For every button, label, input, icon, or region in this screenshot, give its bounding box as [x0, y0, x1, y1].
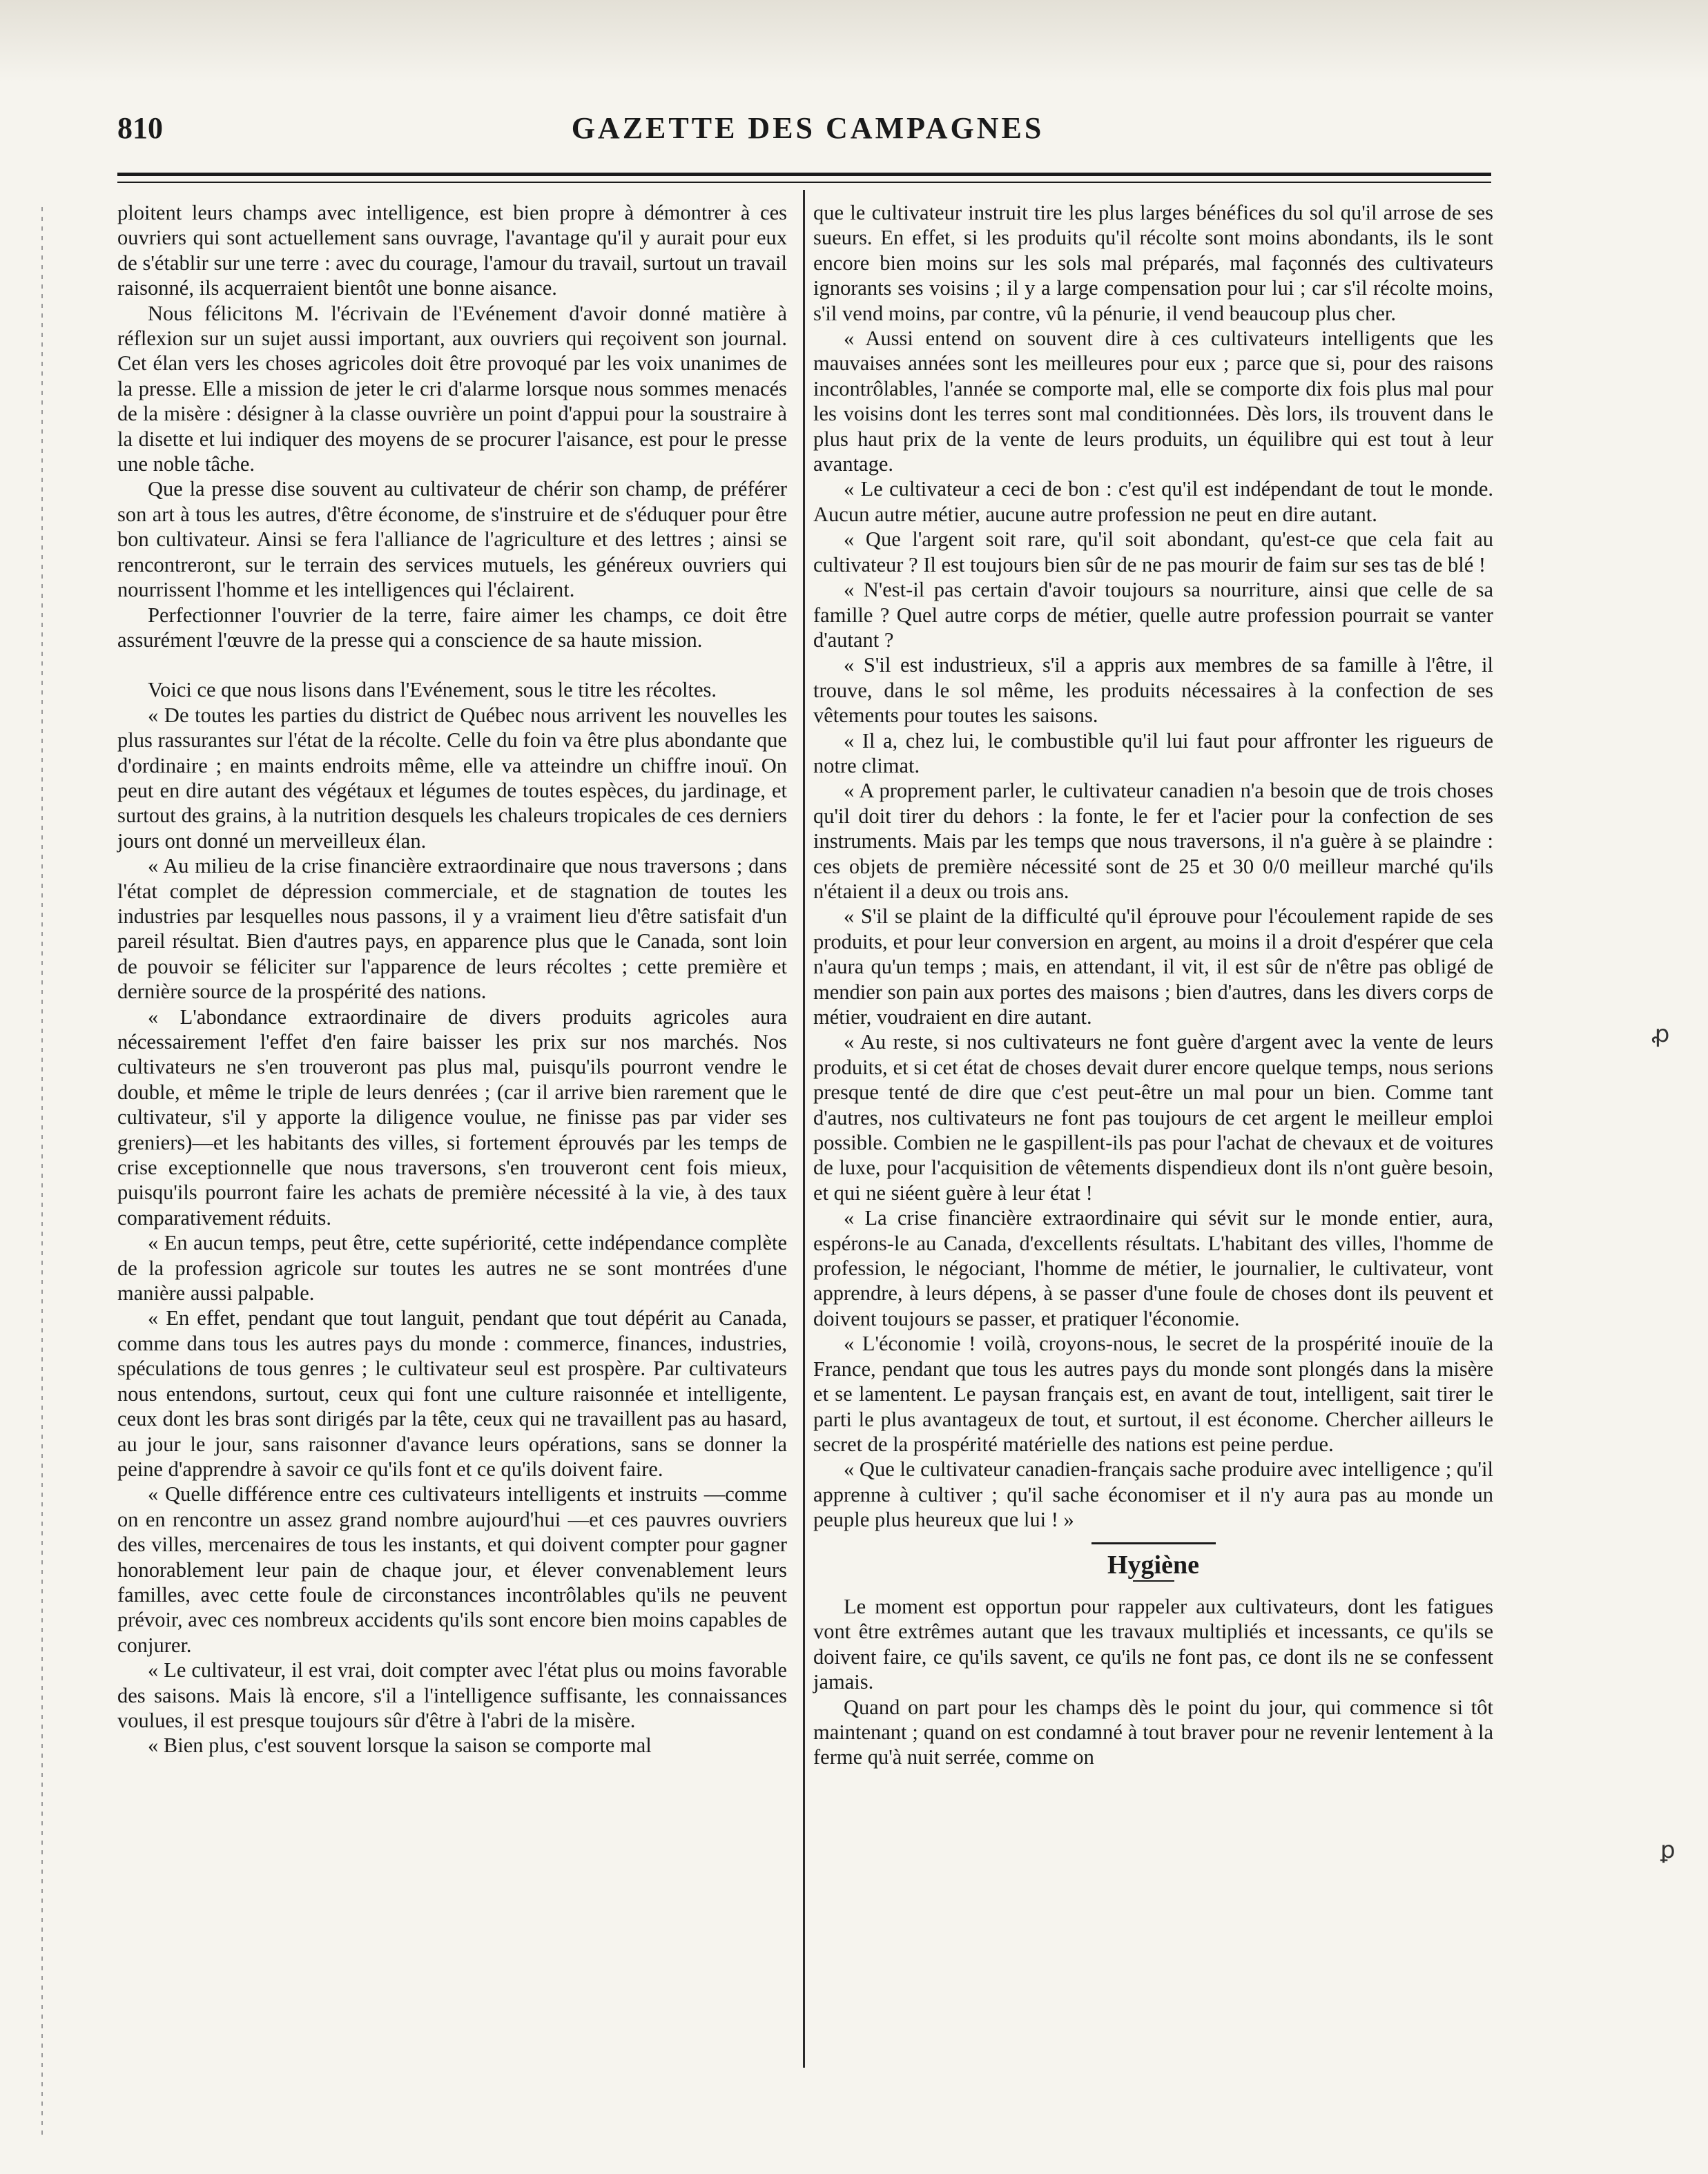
heading-underline: [1133, 1580, 1174, 1582]
quoted-paragraph: « A proprement parler, le cultivateur canadien n'a besoin que de trois choses qu'il doit tirer du dehors : la fonte, le fer et l'acier pour la confection de ses instruments. Mais par les temps que nous traversons, il n'a guère à se plaindre : ces objets de première nécessité sont de 25 et 30 0/0 meilleur marché qu'ils n'étaient il a deux ou trois ans.: [813, 779, 1493, 903]
quoted-paragraph: « S'il est industrieux, s'il a appris aux membres de sa famille à l'être, il trouve, dans le sol même, les produits nécessaires à la confection de ses vêtements pour toutes les saisons.: [813, 653, 1493, 728]
page-number: 810: [117, 111, 163, 145]
masthead: GAZETTE DES CAMPAGNES: [571, 111, 1045, 145]
article-paragraph: ploitent leurs champs avec intelligence, est bien propre à démontrer à ces ouvriers qui sont actuellement sans ouvrage, l'avantage qu'il y aurait pour eux de s'établir sur une terre : avec du courage, l'amour du travail, surtout un travail raisonné, ils acquerraient bientôt une bonne aisance.: [117, 201, 787, 300]
quoted-paragraph: que le cultivateur instruit tire les plus larges bénéfices du sol qu'il arrose de ses sueurs. En effet, si les produits qu'il récolte sont moins abondants, ils le sont encore bien moins sur les sols mal préparés, mal façonnés des cultivateurs ignorants ses voisins ; il y a large compensation pour lui ; car s'il récolte moins, s'il vend moins, par contre, vû la pénurie, il vend beaucoup plus cher.: [813, 201, 1493, 325]
left-column: [117, 200, 787, 1758]
quoted-paragraph: « Au reste, si nos cultivateurs ne font guère d'argent avec la vente de leurs produits, et si cet état de choses devait durer encore quelque temps, nous serions presque tenté de dire que c'est peut-être un mal pour un bien. Comme tant d'autres, nos cultivateurs ne font pas toujours de cet argent le meilleur emploi possible. Combien ne le gaspillent-ils pas pour l'achat de chevaux et de voitures de luxe, pour l'acquisition de vêtements dispendieux dont ils n'ont guère besoin, et qui ne siéent guère à leur état !: [813, 1030, 1493, 1205]
header-rule: [117, 173, 1491, 183]
section-heading-hygiene: Hygiène: [1107, 1550, 1199, 1580]
quoted-paragraph: « L'abondance extraordinaire de divers produits agricoles aura nécessairement l'effet d'en faire baisser les prix sur nos marchés. Nos cultivateurs ne s'en trouveront pas plus mal, puisqu'ils pourront vendre le double, et même le triple de leurs denrées ; (car il arrive bien rarement que le cultivateur, s'il y apporte la diligence voulue, ne finisse pas par vider ses greniers)—et les habitants des villes, si fortement éprouvés par les temps de crise exceptionnelle que nous traversons, s'en trouveront cent fois mieux, puisqu'ils pourront faire les achats de première nécessité à la vie, à des taux comparativement réduits.: [117, 1004, 787, 1230]
quoted-paragraph: « S'il se plaint de la difficulté qu'il éprouve pour l'écoulement rapide de ses produits, et pour leur conversion en argent, au moins il a droit d'espérer que cela n'aura qu'un temps ; mais, en attendant, il vit, il est sûr de n'être pas obligé de mendier son pain aux portes des maisons ; bien d'autres, dans les divers corps de métier, voudraient en dire autant.: [813, 904, 1493, 1029]
quoted-paragraph: « Que l'argent soit rare, qu'il soit abondant, qu'est-ce que cela fait au cultivateur ? Il est toujours bien sûr de ne pas mourir de faim sur ses tas de blé !: [813, 527, 1493, 576]
hygiene-paragraph: Le moment est opportun pour rappeler aux cultivateurs, dont les fatigues vont être extrêmes autant que les travaux multipliés et incessants, ce qu'ils se doivent faire, ce qu'ils savent, ce qu'ils ne font pas, ce dont ils ne se confessent jamais.: [813, 1594, 1493, 1694]
quoted-paragraph: « En aucun temps, peut être, cette supériorité, cette indépendance complète de la profession agricole sur toutes les autres ne se sont montrées d'une manière aussi palpable.: [117, 1231, 787, 1306]
quoted-paragraph: « Que le cultivateur canadien-français sache produire avec intelligence ; qu'il apprenne à cultiver ; qu'il sache économiser et il n'y aura pas au monde un peuple plus heureux que lui ! »: [813, 1457, 1493, 1532]
scan-edge: [0, 0, 1708, 83]
article-paragraph: Voici ce que nous lisons dans l'Evénement, sous le titre les récoltes.: [148, 678, 717, 702]
column-divider: [803, 190, 805, 2068]
margin-mark: ꝑ: [1660, 1838, 1676, 1863]
right-column: [813, 200, 1493, 1770]
quoted-paragraph: « N'est-il pas certain d'avoir toujours sa nourriture, ainsi que celle de sa famille ? Quel autre corps de métier, quelle autre profession pourrait se vanter d'autant ?: [813, 578, 1493, 652]
quoted-paragraph: « De toutes les parties du district de Québec nous arrivent les nouvelles les plus rassurantes sur l'état de la récolte. Celle du foin va être plus abondante que d'ordinaire ; en maints endroits même, elle va atteindre un chiffre inouï. On peut en dire autant des végétaux et légumes de toutes espèces, du jardinage, et surtout des grains, à la nutrition desquels les chaleurs tropicales de ces derniers jours ont donné un merveilleux élan.: [117, 703, 787, 853]
article-paragraph: Nous félicitons M. l'écrivain de l'Evénement d'avoir donné matière à réflexion sur un sujet aussi important, aux ouvriers qui reçoivent son journal. Cet élan vers les choses agricoles doit être provoqué par les voix unanimes de la presse. Elle a mission de jeter le cri d'alarme lorsque nous sommes menacés de la misère : désigner à la classe ouvrière un point d'appui pour la soustraire à la disette et lui indiquer des moyens de se procurer l'aisance, est pour le presse une noble tâche.: [117, 301, 787, 476]
hygiene-paragraph: Quand on part pour les champs dès le point du jour, qui commence si tôt maintenant ; quand on est condamné à tout braver pour ne revenir lentement à la ferme qu'à nuit serrée, comme on: [813, 1695, 1493, 1769]
quoted-paragraph: « Aussi entend on souvent dire à ces cultivateurs intelligents que les mauvaises années sont les meilleures pour eux ; parce que si, pour des raisons incontrôlables, l'année se comporte mal, elle se comporte dix fois plus mal pour les voisins dont les terres sont mal conditionnées. Dès lors, ils trouvent dans le plus haut prix de la vente de leurs produits, un équilibre qui est tout à leur avantage.: [813, 327, 1493, 476]
article-paragraph: Que la presse dise souvent au cultivateur de chérir son champ, de préférer son art à tous les autres, d'être économe, de s'instruire et de s'éduquer pour être bon cultivateur. Ainsi se fera l'alliance de l'agriculture et des lettres ; ainsi se rencontreront, sur le terrain des services mutuels, les généreux ouvriers qui nourrissent l'homme et les intelligences qui l'éclairent.: [117, 477, 787, 602]
quoted-paragraph: « Quelle différence entre ces cultivateurs intelligents et instruits —comme on en rencontre un assez grand nombre aujourd'hui —et ces pauvres ouvriers des villes, mercenaires de tous les instants, et qui doivent compter pour gagner honorablement leur pain de chaque jour, et élever convenablement leurs familles, avec cette foule de circonstances incontrôlables qu'ils ne peuvent prévoir, avec ces nombreux accidents qu'ils sont encore bien moins capables de conjurer.: [117, 1482, 787, 1657]
quoted-paragraph: « Le cultivateur, il est vrai, doit compter avec l'état plus ou moins favorable des saisons. Mais là encore, s'il a l'intelligence suffisante, les connaissances voulues, il est presque toujours sûr d'être à l'abri de la misère.: [117, 1658, 787, 1732]
quoted-paragraph: « La crise financière extraordinaire qui sévit sur le monde entier, aura, espérons-le au Canada, d'excellents résultats. L'habitant des villes, l'homme de profession, le négociant, l'homme de métier, le journalier, le cultivateur, vont apprendre, à leurs dépens, à se passer d'une foule de choses dont ils peuvent et doivent toujours se passer, et pratiquer l'économie.: [813, 1206, 1493, 1330]
quoted-paragraph: « Au milieu de la crise financière extraordinaire que nous traversons ; dans l'état complet de dépression commerciale, et de stagnation de toutes les industries par lesquelles nous passons, il y a vraiment lieu d'être satisfait d'un pareil résultat. Bien d'autres pays, en apparence plus que le Canada, sont loin de pouvoir se féliciter sur l'apparence de leurs récoltes ; cette première et dernière source de la prospérité des nations.: [117, 854, 787, 1004]
quoted-paragraph: « Le cultivateur a ceci de bon : c'est qu'il est indépendant de tout le monde. Aucun autre métier, aucune autre profession ne peut en dire autant.: [813, 477, 1493, 526]
page-header: [117, 110, 1498, 152]
binding-edge: [41, 207, 43, 2140]
quoted-paragraph: « Bien plus, c'est souvent lorsque la saison se comporte mal: [148, 1734, 652, 1758]
quoted-paragraph: « Il a, chez lui, le combustible qu'il lui faut pour affronter les rigueurs de notre climat.: [813, 728, 1493, 777]
section-rule: [1091, 1542, 1216, 1544]
quoted-paragraph: « L'économie ! voilà, croyons-nous, le secret de la prospérité inouïe de la France, pendant que tous les autres pays du monde sont plongés dans la misère et se lamentent. Le paysan français est, en avant de tout, intelligent, sait tirer le parti le plus avantageux de tout, et surtout, il est économe. Chercher ailleurs le secret de la prospérité matérielle des nations est peine perdue.: [813, 1332, 1493, 1456]
quoted-paragraph: « En effet, pendant que tout languit, pendant que tout dépérit au Canada, comme dans tous les autres pays du monde : commerce, finances, industries, spéculations de tous genres ; le cultivateur seul est prospère. Par cultivateurs nous entendons, surtout, ceux qui font une culture raisonnée et intelligente, ceux dont les bras sont dirigés par la tête, ceux qui ne travaillent pas au hasard, au jour le jour, sans raisonner d'avance leurs opérations, sans se donner la peine d'apprendre à savoir ce qu'ils font et ce qu'ils doivent faire.: [117, 1306, 787, 1481]
margin-mark: ꝓ: [1651, 1022, 1670, 1047]
article-paragraph: Perfectionner l'ouvrier de la terre, faire aimer les champs, ce doit être assurément l'œuvre de la presse qui a conscience de sa haute mission.: [117, 603, 787, 652]
